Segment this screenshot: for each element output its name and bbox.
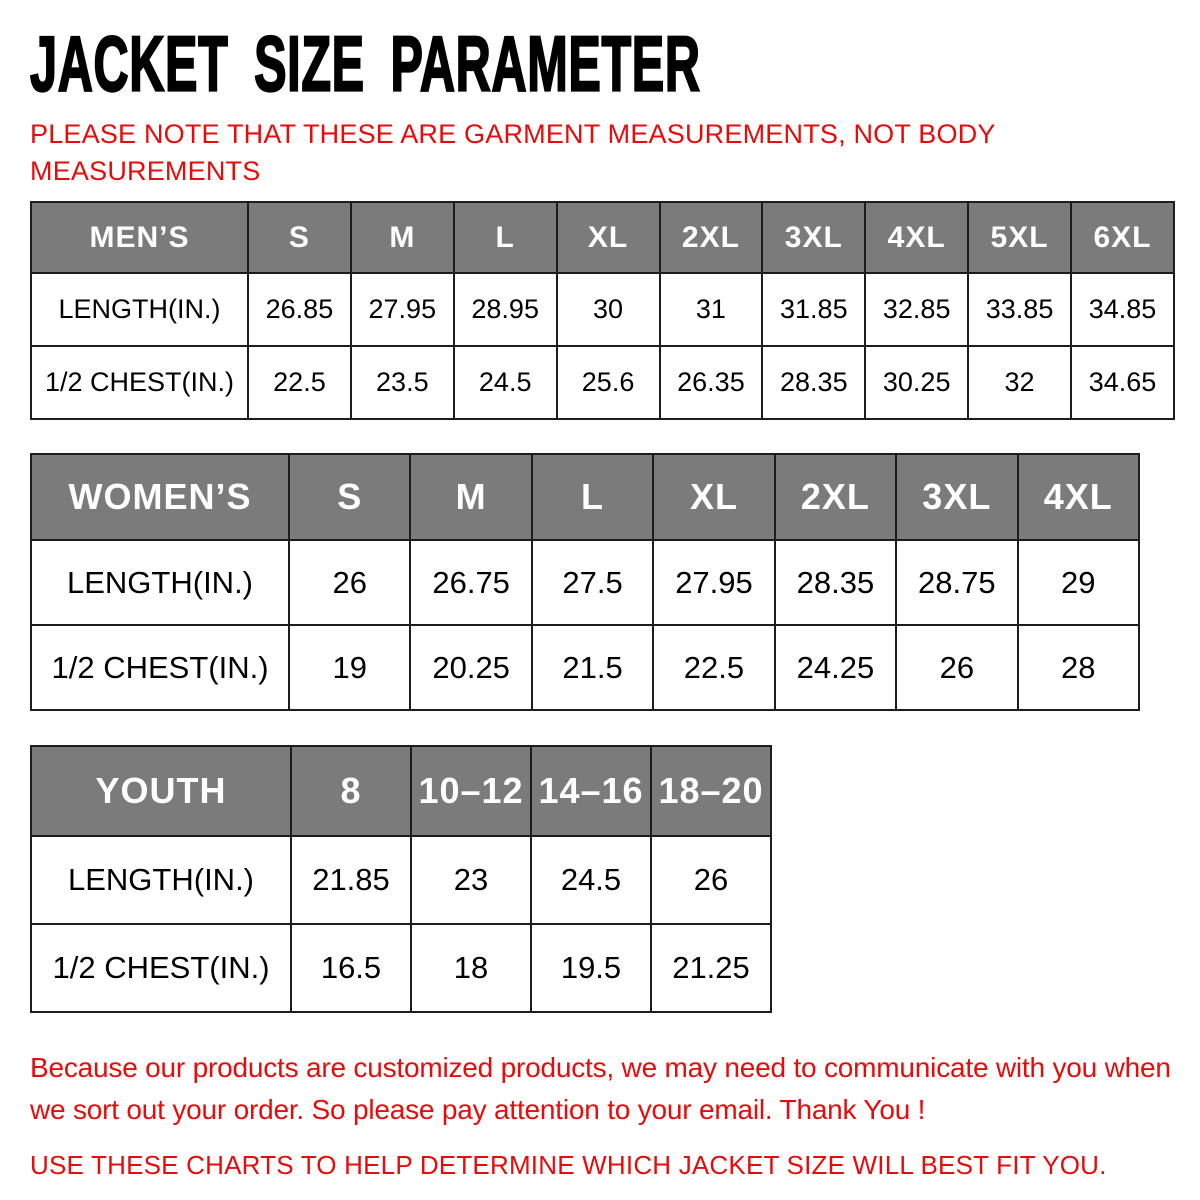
size-column-header: 4XL xyxy=(865,202,968,273)
size-column-header: XL xyxy=(557,202,660,273)
size-value-cell: 33.85 xyxy=(968,273,1071,346)
size-value-cell: 26.75 xyxy=(410,540,531,625)
size-column-header: 5XL xyxy=(968,202,1071,273)
size-value-cell: 18 xyxy=(411,924,531,1012)
chart-usage-instruction: USE THESE CHARTS TO HELP DETERMINE WHICH JACKET SIZE WILL BEST FIT YOU. xyxy=(30,1150,1107,1181)
size-column-header: 2XL xyxy=(775,454,896,540)
size-column-header: 6XL xyxy=(1071,202,1174,273)
size-value-cell: 16.5 xyxy=(291,924,411,1012)
mens-table-title-cell: MEN’S xyxy=(31,202,248,273)
row-label-chest: 1/2 CHEST(IN.) xyxy=(31,924,291,1012)
size-value-cell: 23 xyxy=(411,836,531,924)
size-column-header: 8 xyxy=(291,746,411,836)
size-value-cell: 22.5 xyxy=(248,346,351,419)
womens-size-table xyxy=(30,453,1140,711)
size-value-cell: 31.85 xyxy=(762,273,865,346)
size-column-header: 3XL xyxy=(896,454,1017,540)
size-value-cell: 26.85 xyxy=(248,273,351,346)
size-value-cell: 34.85 xyxy=(1071,273,1174,346)
size-value-cell: 32 xyxy=(968,346,1071,419)
size-value-cell: 34.65 xyxy=(1071,346,1174,419)
size-column-header: S xyxy=(248,202,351,273)
row-label-length: LENGTH(IN.) xyxy=(31,836,291,924)
size-value-cell: 30.25 xyxy=(865,346,968,419)
size-value-cell: 25.6 xyxy=(557,346,660,419)
title-block xyxy=(30,20,1200,108)
mens-header-row xyxy=(31,202,1174,273)
size-value-cell: 27.95 xyxy=(351,273,454,346)
size-value-cell: 28 xyxy=(1018,625,1139,710)
size-value-cell: 26 xyxy=(896,625,1017,710)
size-value-cell: 32.85 xyxy=(865,273,968,346)
size-value-cell: 21.5 xyxy=(532,625,653,710)
size-value-cell: 28.95 xyxy=(454,273,557,346)
size-value-cell: 29 xyxy=(1018,540,1139,625)
womens-length-row xyxy=(31,540,1139,625)
size-value-cell: 27.95 xyxy=(653,540,774,625)
mens-chest-row xyxy=(31,346,1174,419)
womens-table-title-cell: WOMEN’S xyxy=(31,454,289,540)
size-value-cell: 23.5 xyxy=(351,346,454,419)
womens-chest-row xyxy=(31,625,1139,710)
row-label-chest: 1/2 CHEST(IN.) xyxy=(31,346,248,419)
size-value-cell: 19 xyxy=(289,625,410,710)
size-value-cell: 30 xyxy=(557,273,660,346)
size-column-header: 14–16 xyxy=(531,746,651,836)
size-value-cell: 24.5 xyxy=(454,346,557,419)
youth-length-row xyxy=(31,836,771,924)
size-column-header: L xyxy=(454,202,557,273)
customization-notice: Because our products are customized products, we may need to communicate with you when we sort out your order. So please pay attention to your email. Thank You ! xyxy=(30,1052,1171,1126)
size-value-cell: 24.25 xyxy=(775,625,896,710)
size-value-cell: 19.5 xyxy=(531,924,651,1012)
size-value-cell: 26 xyxy=(289,540,410,625)
size-value-cell: 24.5 xyxy=(531,836,651,924)
mens-size-table xyxy=(30,201,1175,420)
size-column-header: L xyxy=(532,454,653,540)
size-value-cell: 21.25 xyxy=(651,924,771,1012)
size-value-cell: 27.5 xyxy=(532,540,653,625)
size-value-cell: 28.75 xyxy=(896,540,1017,625)
size-value-cell: 26 xyxy=(651,836,771,924)
page-title: JACKET SIZE PARAMETER xyxy=(30,20,701,108)
womens-header-row xyxy=(31,454,1139,540)
size-value-cell: 26.35 xyxy=(660,346,763,419)
size-column-header: M xyxy=(351,202,454,273)
size-value-cell: 31 xyxy=(660,273,763,346)
size-column-header: 2XL xyxy=(660,202,763,273)
row-label-length: LENGTH(IN.) xyxy=(31,540,289,625)
size-value-cell: 28.35 xyxy=(775,540,896,625)
youth-header-row xyxy=(31,746,771,836)
size-column-header: 4XL xyxy=(1018,454,1139,540)
size-value-cell: 22.5 xyxy=(653,625,774,710)
size-column-header: XL xyxy=(653,454,774,540)
size-column-header: S xyxy=(289,454,410,540)
size-value-cell: 28.35 xyxy=(762,346,865,419)
mens-length-row xyxy=(31,273,1174,346)
row-label-length: LENGTH(IN.) xyxy=(31,273,248,346)
size-column-header: M xyxy=(410,454,531,540)
youth-table-title-cell: YOUTH xyxy=(31,746,291,836)
size-value-cell: 21.85 xyxy=(291,836,411,924)
size-column-header: 10–12 xyxy=(411,746,531,836)
size-value-cell: 20.25 xyxy=(410,625,531,710)
youth-size-table xyxy=(30,745,772,1013)
youth-chest-row xyxy=(31,924,771,1012)
size-column-header: 3XL xyxy=(762,202,865,273)
row-label-chest: 1/2 CHEST(IN.) xyxy=(31,625,289,710)
garment-measurement-note: PLEASE NOTE THAT THESE ARE GARMENT MEASUREMENTS, NOT BODY MEASUREMENTS xyxy=(30,119,996,186)
size-column-header: 18–20 xyxy=(651,746,771,836)
